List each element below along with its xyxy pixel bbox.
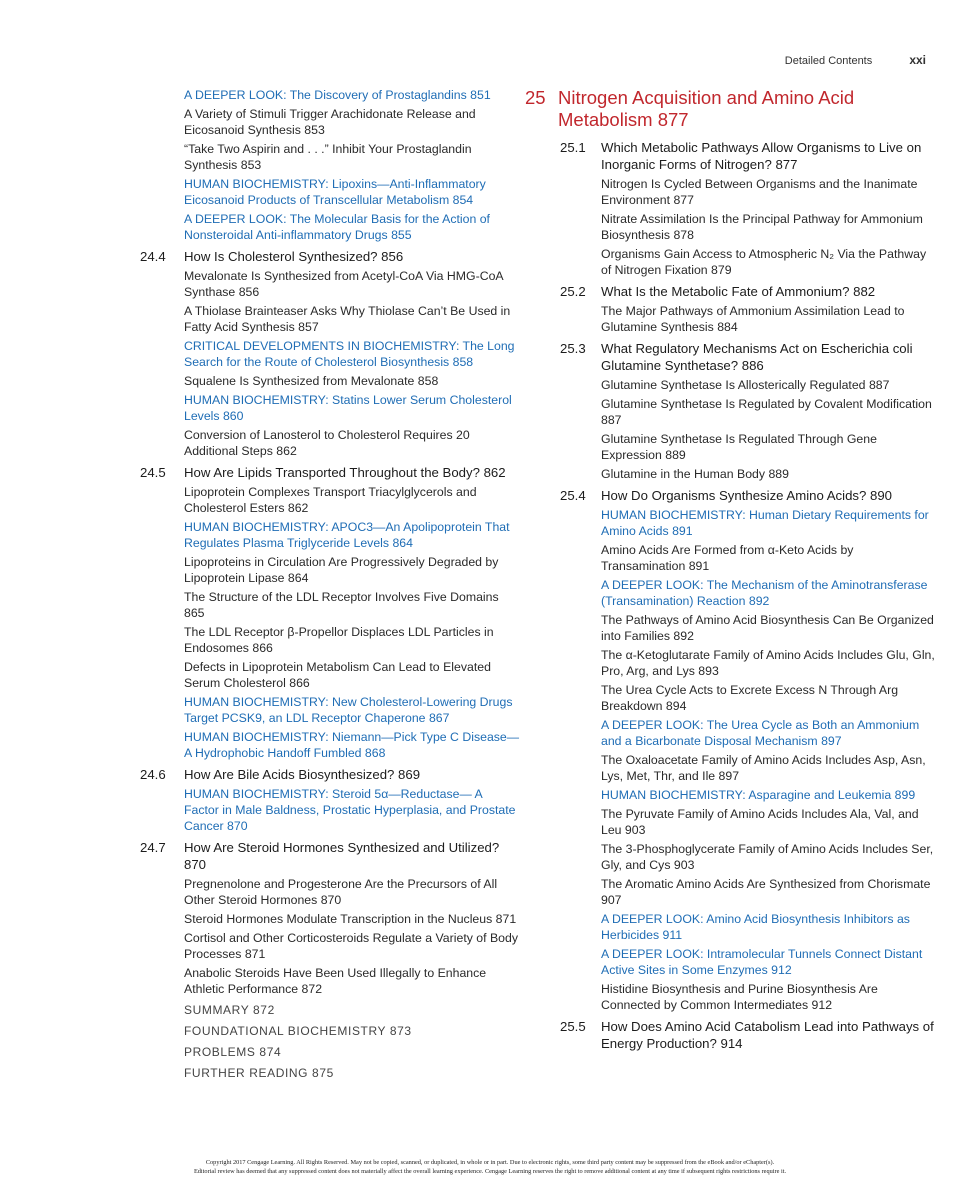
header-section-title: Detailed Contents	[784, 55, 873, 67]
toc-endmatter-entry: PROBLEMS 874	[184, 1045, 282, 1059]
toc-subentry: A Thiolase Brainteaser Asks Why Thiolase Can’t Be Used in Fatty Acid Synthesis 857	[184, 304, 511, 334]
toc-feature-entry: HUMAN BIOCHEMISTRY: Niemann—Pick Type C Disease—A Hydrophobic Handoff Fumbled 868	[184, 730, 520, 760]
section-number: 25.4	[560, 488, 586, 503]
toc-subentry: The Aromatic Amino Acids Are Synthesized from Chorismate 907	[601, 877, 931, 907]
toc-subentry: The Pyruvate Family of Amino Acids Includes Ala, Val, and Leu 903	[601, 807, 919, 837]
toc-section-heading	[140, 464, 520, 481]
copyright-footer	[0, 1158, 980, 1176]
toc-subentry: Glutamine in the Human Body 889	[601, 467, 789, 481]
toc-section-heading	[140, 839, 520, 873]
toc-subentry: Lipoproteins in Circulation Are Progressively Degraded by Lipoprotein Lipase 864	[184, 555, 499, 585]
toc-feature-entry: HUMAN BIOCHEMISTRY: APOC3—An Apolipoprotein That Regulates Plasma Triglyceride Levels 864	[184, 520, 510, 550]
toc-section-heading	[140, 766, 520, 783]
toc-subentry: Histidine Biosynthesis and Purine Biosynthesis Are Connected by Common Intermediates 912	[601, 982, 878, 1012]
toc-subentry: Glutamine Synthetase Is Regulated Through Gene Expression 889	[601, 432, 877, 462]
section-number: 25.1	[560, 140, 586, 155]
toc-feature-entry: HUMAN BIOCHEMISTRY: Asparagine and Leukemia 899	[601, 788, 916, 802]
toc-subentry: The α-Ketoglutarate Family of Amino Acids Includes Glu, Gln, Pro, Arg, and Lys 893	[601, 648, 935, 678]
section-title: What Is the Metabolic Fate of Ammonium? 882	[601, 284, 876, 299]
toc-feature-entry: A DEEPER LOOK: The Mechanism of the Aminotransferase (Transamination) Reaction 892	[601, 578, 928, 608]
toc-feature-entry: A DEEPER LOOK: The Discovery of Prostaglandins 851	[184, 88, 491, 102]
toc-endmatter-entry: FOUNDATIONAL BIOCHEMISTRY 873	[184, 1024, 412, 1038]
toc-feature-entry: A DEEPER LOOK: Amino Acid Biosynthesis Inhibitors as Herbicides 911	[601, 912, 910, 942]
toc-subentry: The Structure of the LDL Receptor Involves Five Domains 865	[184, 590, 499, 620]
toc-section-heading	[525, 340, 935, 374]
toc-feature-entry: HUMAN BIOCHEMISTRY: Steroid 5α—Reductase— A Factor in Male Baldness, Prostatic Hyperplasia, and Prostate Cancer 870	[184, 787, 516, 833]
toc-endmatter-entry: FURTHER READING 875	[184, 1066, 334, 1080]
section-number: 24.7	[140, 840, 166, 855]
toc-subentry: Conversion of Lanosterol to Cholesterol Requires 20 Additional Steps 862	[184, 428, 470, 458]
toc-subentry: The 3-Phosphoglycerate Family of Amino Acids Includes Ser, Gly, and Cys 903	[601, 842, 934, 872]
chapter-heading	[525, 87, 935, 131]
section-title: How Do Organisms Synthesize Amino Acids? 890	[601, 488, 892, 503]
toc-subentry: A Variety of Stimuli Trigger Arachidonate Release and Eicosanoid Synthesis 853	[184, 107, 476, 137]
section-number: 24.4	[140, 249, 166, 264]
toc-feature-entry: CRITICAL DEVELOPMENTS IN BIOCHEMISTRY: The Long Search for the Route of Cholesterol Biosynthesis 858	[184, 339, 515, 369]
toc-subentry: The Major Pathways of Ammonium Assimilation Lead to Glutamine Synthesis 884	[601, 304, 905, 334]
toc-subentry: Steroid Hormones Modulate Transcription in the Nucleus 871	[184, 912, 517, 926]
running-header	[785, 53, 926, 67]
toc-subentry: Nitrogen Is Cycled Between Organisms and the Inanimate Environment 877	[601, 177, 918, 207]
page-number: xxi	[909, 53, 926, 67]
section-number: 24.5	[140, 465, 166, 480]
toc-subentry: Amino Acids Are Formed from α-Keto Acids by Transamination 891	[601, 543, 854, 573]
section-title: What Regulatory Mechanisms Act on Escherichia coli Glutamine Synthetase? 886	[601, 341, 913, 373]
toc-feature-entry: A DEEPER LOOK: Intramolecular Tunnels Connect Distant Active Sites in Some Enzymes 912	[601, 947, 923, 977]
toc-subentry: Glutamine Synthetase Is Regulated by Covalent Modification 887	[601, 397, 932, 427]
toc-subentry: The Oxaloacetate Family of Amino Acids Includes Asp, Asn, Lys, Met, Thr, and Ile 897	[601, 753, 926, 783]
section-title: How Are Bile Acids Biosynthesized? 869	[184, 767, 421, 782]
toc-subentry: Squalene Is Synthesized from Mevalonate 858	[184, 374, 439, 388]
toc-subentry: “Take Two Aspirin and . . .” Inhibit Your Prostaglandin Synthesis 853	[184, 142, 472, 172]
toc-section-heading	[525, 139, 935, 173]
toc-feature-entry: HUMAN BIOCHEMISTRY: New Cholesterol-Lowering Drugs Target PCSK9, an LDL Receptor Chaperone 867	[184, 695, 513, 725]
section-title: How Is Cholesterol Synthesized? 856	[184, 249, 404, 264]
toc-subentry: Glutamine Synthetase Is Allosterically Regulated 887	[601, 378, 890, 392]
toc-subentry: Pregnenolone and Progesterone Are the Precursors of All Other Steroid Hormones 870	[184, 877, 498, 907]
section-title: How Are Steroid Hormones Synthesized and Utilized? 870	[184, 840, 500, 872]
section-number: 25.5	[560, 1019, 586, 1034]
toc-right-column	[525, 87, 935, 1055]
toc-subentry: Mevalonate Is Synthesized from Acetyl-CoA Via HMG-CoA Synthase 856	[184, 269, 503, 299]
section-number: 24.6	[140, 767, 166, 782]
toc-subentry: The Pathways of Amino Acid Biosynthesis Can Be Organized into Families 892	[601, 613, 934, 643]
toc-section-heading	[525, 283, 935, 300]
copyright-line-2: Editorial review has deemed that any suppressed content does not materially affect the overall learning experience. Cengage Learning reserves the right to remove additional content at any time if subsequent rights restrictions require it.	[193, 1168, 787, 1175]
toc-section-heading	[525, 487, 935, 504]
toc-subentry: Cortisol and Other Corticosteroids Regulate a Variety of Body Processes 871	[184, 931, 518, 961]
toc-subentry: Lipoprotein Complexes Transport Triacylglycerols and Cholesterol Esters 862	[184, 485, 477, 515]
toc-feature-entry: HUMAN BIOCHEMISTRY: Human Dietary Requirements for Amino Acids 891	[601, 508, 929, 538]
toc-subentry: Defects in Lipoprotein Metabolism Can Lead to Elevated Serum Cholesterol 866	[184, 660, 491, 690]
toc-endmatter-entry: SUMMARY 872	[184, 1003, 275, 1017]
toc-subentry: The Urea Cycle Acts to Excrete Excess N Through Arg Breakdown 894	[601, 683, 899, 713]
toc-left-column	[140, 87, 520, 1084]
chapter-number: 25	[525, 87, 546, 108]
toc-subentry: Nitrate Assimilation Is the Principal Pathway for Ammonium Biosynthesis 878	[601, 212, 923, 242]
toc-subentry: Anabolic Steroids Have Been Used Illegally to Enhance Athletic Performance 872	[184, 966, 487, 996]
section-title: How Does Amino Acid Catabolism Lead into Pathways of Energy Production? 914	[601, 1019, 934, 1051]
toc-feature-entry: A DEEPER LOOK: The Urea Cycle as Both an Ammonium and a Bicarbonate Disposal Mechanism 897	[601, 718, 920, 748]
toc-subentry: The LDL Receptor β-Propellor Displaces LDL Particles in Endosomes 866	[184, 625, 494, 655]
toc-section-heading	[525, 1018, 935, 1052]
section-number: 25.3	[560, 341, 586, 356]
toc-feature-entry: A DEEPER LOOK: The Molecular Basis for the Action of Nonsteroidal Anti-inflammatory Drugs 855	[184, 212, 490, 242]
section-number: 25.2	[560, 284, 586, 299]
section-title: How Are Lipids Transported Throughout the Body? 862	[184, 465, 506, 480]
toc-section-heading	[140, 248, 520, 265]
toc-subentry: Organisms Gain Access to Atmospheric N₂ Via the Pathway of Nitrogen Fixation 879	[601, 247, 927, 277]
chapter-title: Nitrogen Acquisition and Amino Acid Metabolism 877	[558, 87, 855, 130]
copyright-line-1: Copyright 2017 Cengage Learning. All Rights Reserved. May not be copied, scanned, or duplicated, in whole or in part. Due to electronic rights, some third party content may be suppressed from the eBook and/or eChapter(s).	[205, 1159, 775, 1166]
section-title: Which Metabolic Pathways Allow Organisms to Live on Inorganic Forms of Nitrogen? 877	[601, 140, 922, 172]
toc-feature-entry: HUMAN BIOCHEMISTRY: Statins Lower Serum Cholesterol Levels 860	[184, 393, 512, 423]
toc-feature-entry: HUMAN BIOCHEMISTRY: Lipoxins—Anti-Inflammatory Eicosanoid Products of Transcellular Metabolism 854	[184, 177, 486, 207]
